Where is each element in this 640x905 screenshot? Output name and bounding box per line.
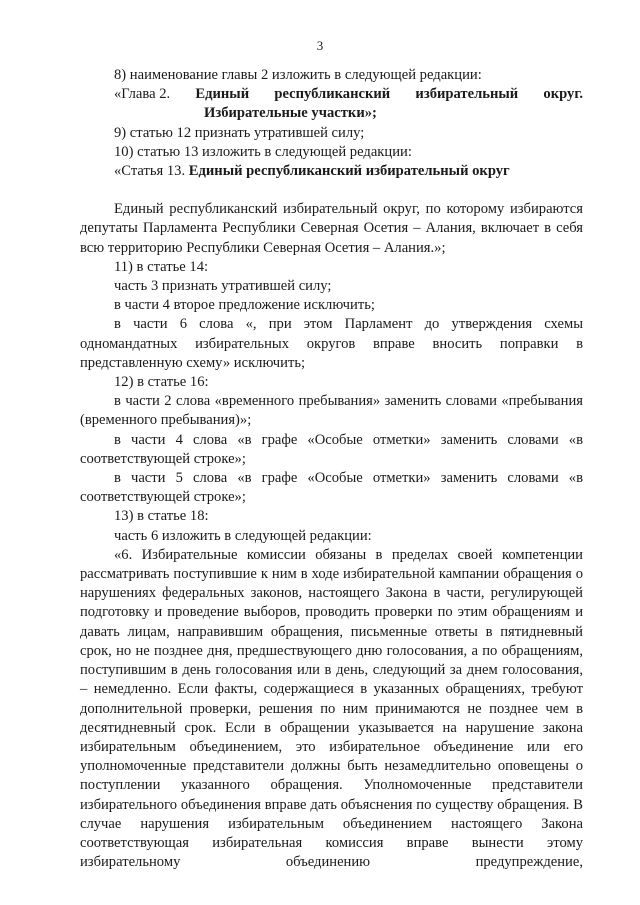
item-12: 12) в статье 16:	[114, 374, 209, 391]
item-11-c: в части 6 слова «, при этом Парламент до утверждения схемы одномандатных избирательных округов вправе вносить поправки в представленную схему» исключить;	[80, 316, 583, 371]
blank-line	[80, 181, 583, 200]
item-12-b: в части 4 слова «в графе «Особые отметки» заменить словами «в соответствующей строке»;	[80, 431, 583, 467]
item-12-a: в части 2 слова «временного пребывания» заменить словами «пребывания (временного пребывания)»;	[80, 393, 583, 429]
chapter-heading-line-2: Избирательные участки»;	[204, 105, 377, 122]
chapter-word: республиканский	[274, 86, 391, 103]
article-13-text: Единый республиканский избирательный округ, по которому избираются депутаты Парламента Республики Северная Осетия – Алания, включает в себя всю территорию Республики Северная Осетия – Алания.»;	[80, 201, 583, 256]
article-13-title: Единый республиканский избирательный округ	[188, 163, 510, 180]
article-13-prefix: «Статья 13.	[114, 163, 189, 180]
item-12-c: в части 5 слова «в графе «Особые отметки» заменить словами «в соответствующей строке»;	[80, 470, 583, 506]
part-6-text: «6. Избирательные комиссии обязаны в пределах своей компетенции рассматривать поступившие к ним в ходе избирательной кампании обращения о нарушениях федеральных законов, настоящего Закона в части, регулирующей подготовку и проведение выборов, проводить проверки по этим обращениям и давать лицам, направившим обращения, письменные ответы в пятидневный срок, но не позднее дня, предшествующего дню голосования, а по обращениям, поступившим в день голосования или в день, следующий за днем голосования, – немедленно. Если факты, содержащиеся в указанных обращениях, требуют дополнительной проверки, решения по ним принимаются не позднее чем в десятидневный срок. Если в обращении указывается на нарушение закона избирательным объединением, это избирательное объединение или его уполномоченные представители должны быть незамедлительно оповещены о поступлении указанного обращения. Уполномоченные представители избирательного объединения вправе дать объяснения по существу обращения. В случае нарушения избирательным объединением настоящего Закона соответствующая избирательная комиссия вправе вынести этому избирательному объединению предупреждение,	[80, 546, 583, 871]
item-13-a: часть 6 изложить в следующей редакции:	[114, 527, 372, 544]
chapter-heading	[80, 85, 583, 123]
chapter-word: округ.	[543, 86, 583, 103]
document-body	[80, 66, 583, 872]
chapter-word: избирательный	[415, 86, 519, 103]
chapter-heading-line-1	[114, 85, 583, 104]
article-13-heading	[80, 162, 583, 181]
item-13: 13) в статье 18:	[114, 508, 209, 525]
chapter-word: Единый	[195, 86, 250, 103]
item-11-a: часть 3 признать утратившей силу;	[114, 278, 332, 295]
item-11-b: в части 4 второе предложение исключить;	[114, 297, 375, 314]
item-9: 9) статью 12 признать утратившей силу;	[114, 124, 365, 141]
item-10: 10) статью 13 изложить в следующей редакции:	[114, 143, 412, 160]
item-8: 8) наименование главы 2 изложить в следующей редакции:	[114, 67, 482, 83]
item-11: 11) в статье 14:	[114, 258, 209, 275]
chapter-prefix: «Глава 2.	[114, 86, 171, 103]
page-number: 3	[316, 38, 324, 53]
